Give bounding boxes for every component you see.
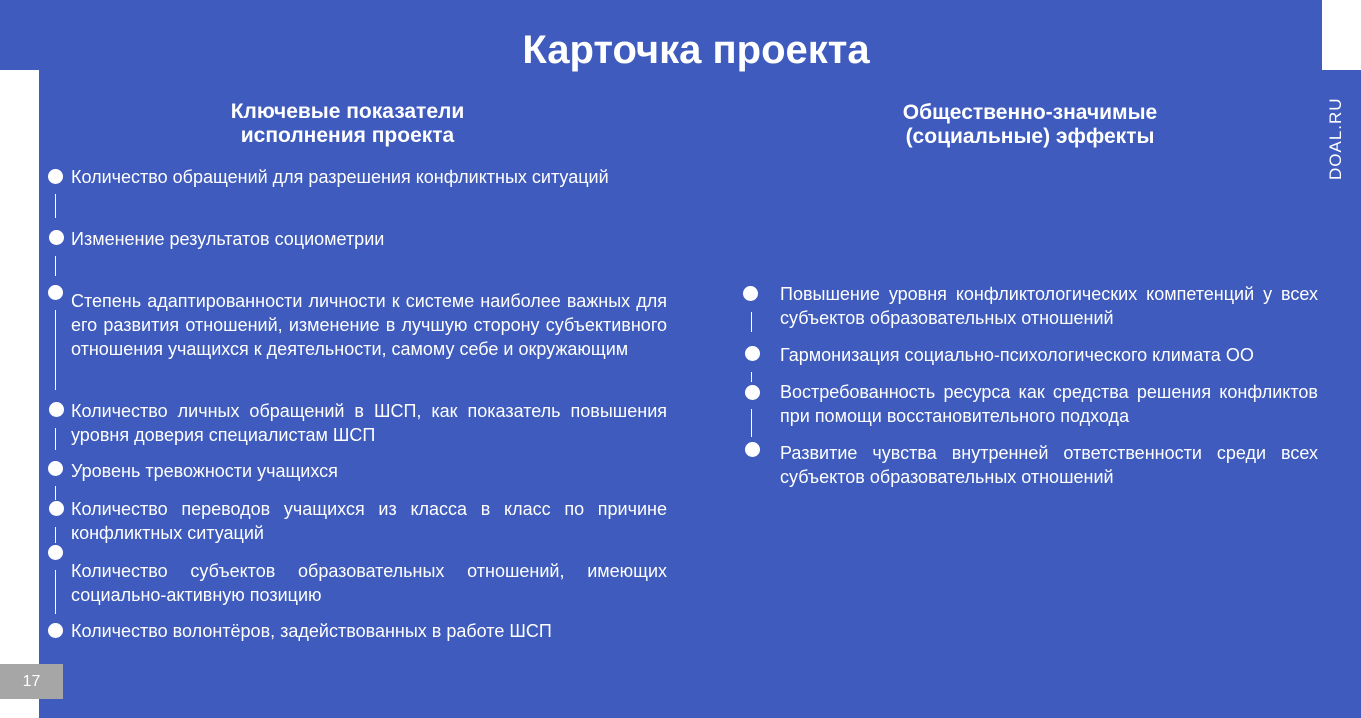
bullet-dot bbox=[745, 385, 760, 400]
bullet-dot bbox=[48, 461, 63, 476]
connector-line bbox=[751, 372, 752, 382]
left-list-item: Степень адаптированности личности к системе наиболее важных для его развития отношений, изменение в лучшую сторону субъективного отношения учащихся к деятельности, самому себе и окружающим bbox=[71, 291, 667, 359]
brand-watermark: DOAL.RU bbox=[1326, 97, 1345, 180]
connector-line bbox=[751, 409, 752, 437]
left-list-item: Изменение результатов социометрии bbox=[71, 229, 385, 249]
bullet-dot bbox=[49, 402, 64, 417]
left-list-item: Уровень тревожности учащихся bbox=[71, 461, 338, 481]
left-list-item: Количество волонтёров, задействованных в работе ШСП bbox=[71, 621, 552, 641]
bullet-dot bbox=[49, 230, 64, 245]
right-list-item: Повышение уровня конфликтологических компетенций у всех субъектов образовательных отношений bbox=[780, 284, 1318, 328]
left-list-item: Количество обращений для разрешения конфликтных ситуаций bbox=[71, 167, 609, 187]
bullet-dot bbox=[745, 442, 760, 457]
bullet-dot bbox=[48, 623, 63, 638]
bullet-dot bbox=[49, 501, 64, 516]
connector-line bbox=[55, 194, 56, 218]
right-list-item: Востребованность ресурса как средства решения конфликтов при помощи восстановительного подхода bbox=[780, 382, 1318, 426]
bullet-dot bbox=[745, 346, 760, 361]
left-list-item: Количество переводов учащихся из класса в класс по причине конфликтных ситуаций bbox=[71, 499, 667, 543]
connector-line bbox=[55, 256, 56, 276]
bullet-dot bbox=[48, 285, 63, 300]
connector-line bbox=[55, 486, 56, 500]
connector-line bbox=[55, 570, 56, 614]
bullet-dot bbox=[48, 169, 63, 184]
connector-line bbox=[55, 428, 56, 450]
right-column-heading: Общественно-значимые (социальные) эффекты bbox=[902, 101, 1158, 148]
bullet-dot bbox=[48, 545, 63, 560]
right-list-item: Развитие чувства внутренней ответственности среди всех субъектов образовательных отношений bbox=[780, 443, 1318, 487]
bullet-dot bbox=[743, 286, 758, 301]
connector-line bbox=[751, 312, 752, 332]
connector-line bbox=[55, 310, 56, 390]
slide-title: Карточка проекта bbox=[522, 28, 870, 72]
left-list-item: Количество личных обращений в ШСП, как показатель повышения уровня доверия специалистам ШСП bbox=[71, 401, 667, 445]
page-number-badge: 17 bbox=[0, 664, 63, 699]
right-list-item: Гармонизация социально-психологического климата ОО bbox=[780, 345, 1254, 365]
left-list-item: Количество субъектов образовательных отношений, имеющих социально-активную позицию bbox=[71, 561, 667, 605]
left-column-heading: Ключевые показатели исполнения проекта bbox=[230, 100, 465, 147]
connector-line bbox=[55, 527, 56, 543]
